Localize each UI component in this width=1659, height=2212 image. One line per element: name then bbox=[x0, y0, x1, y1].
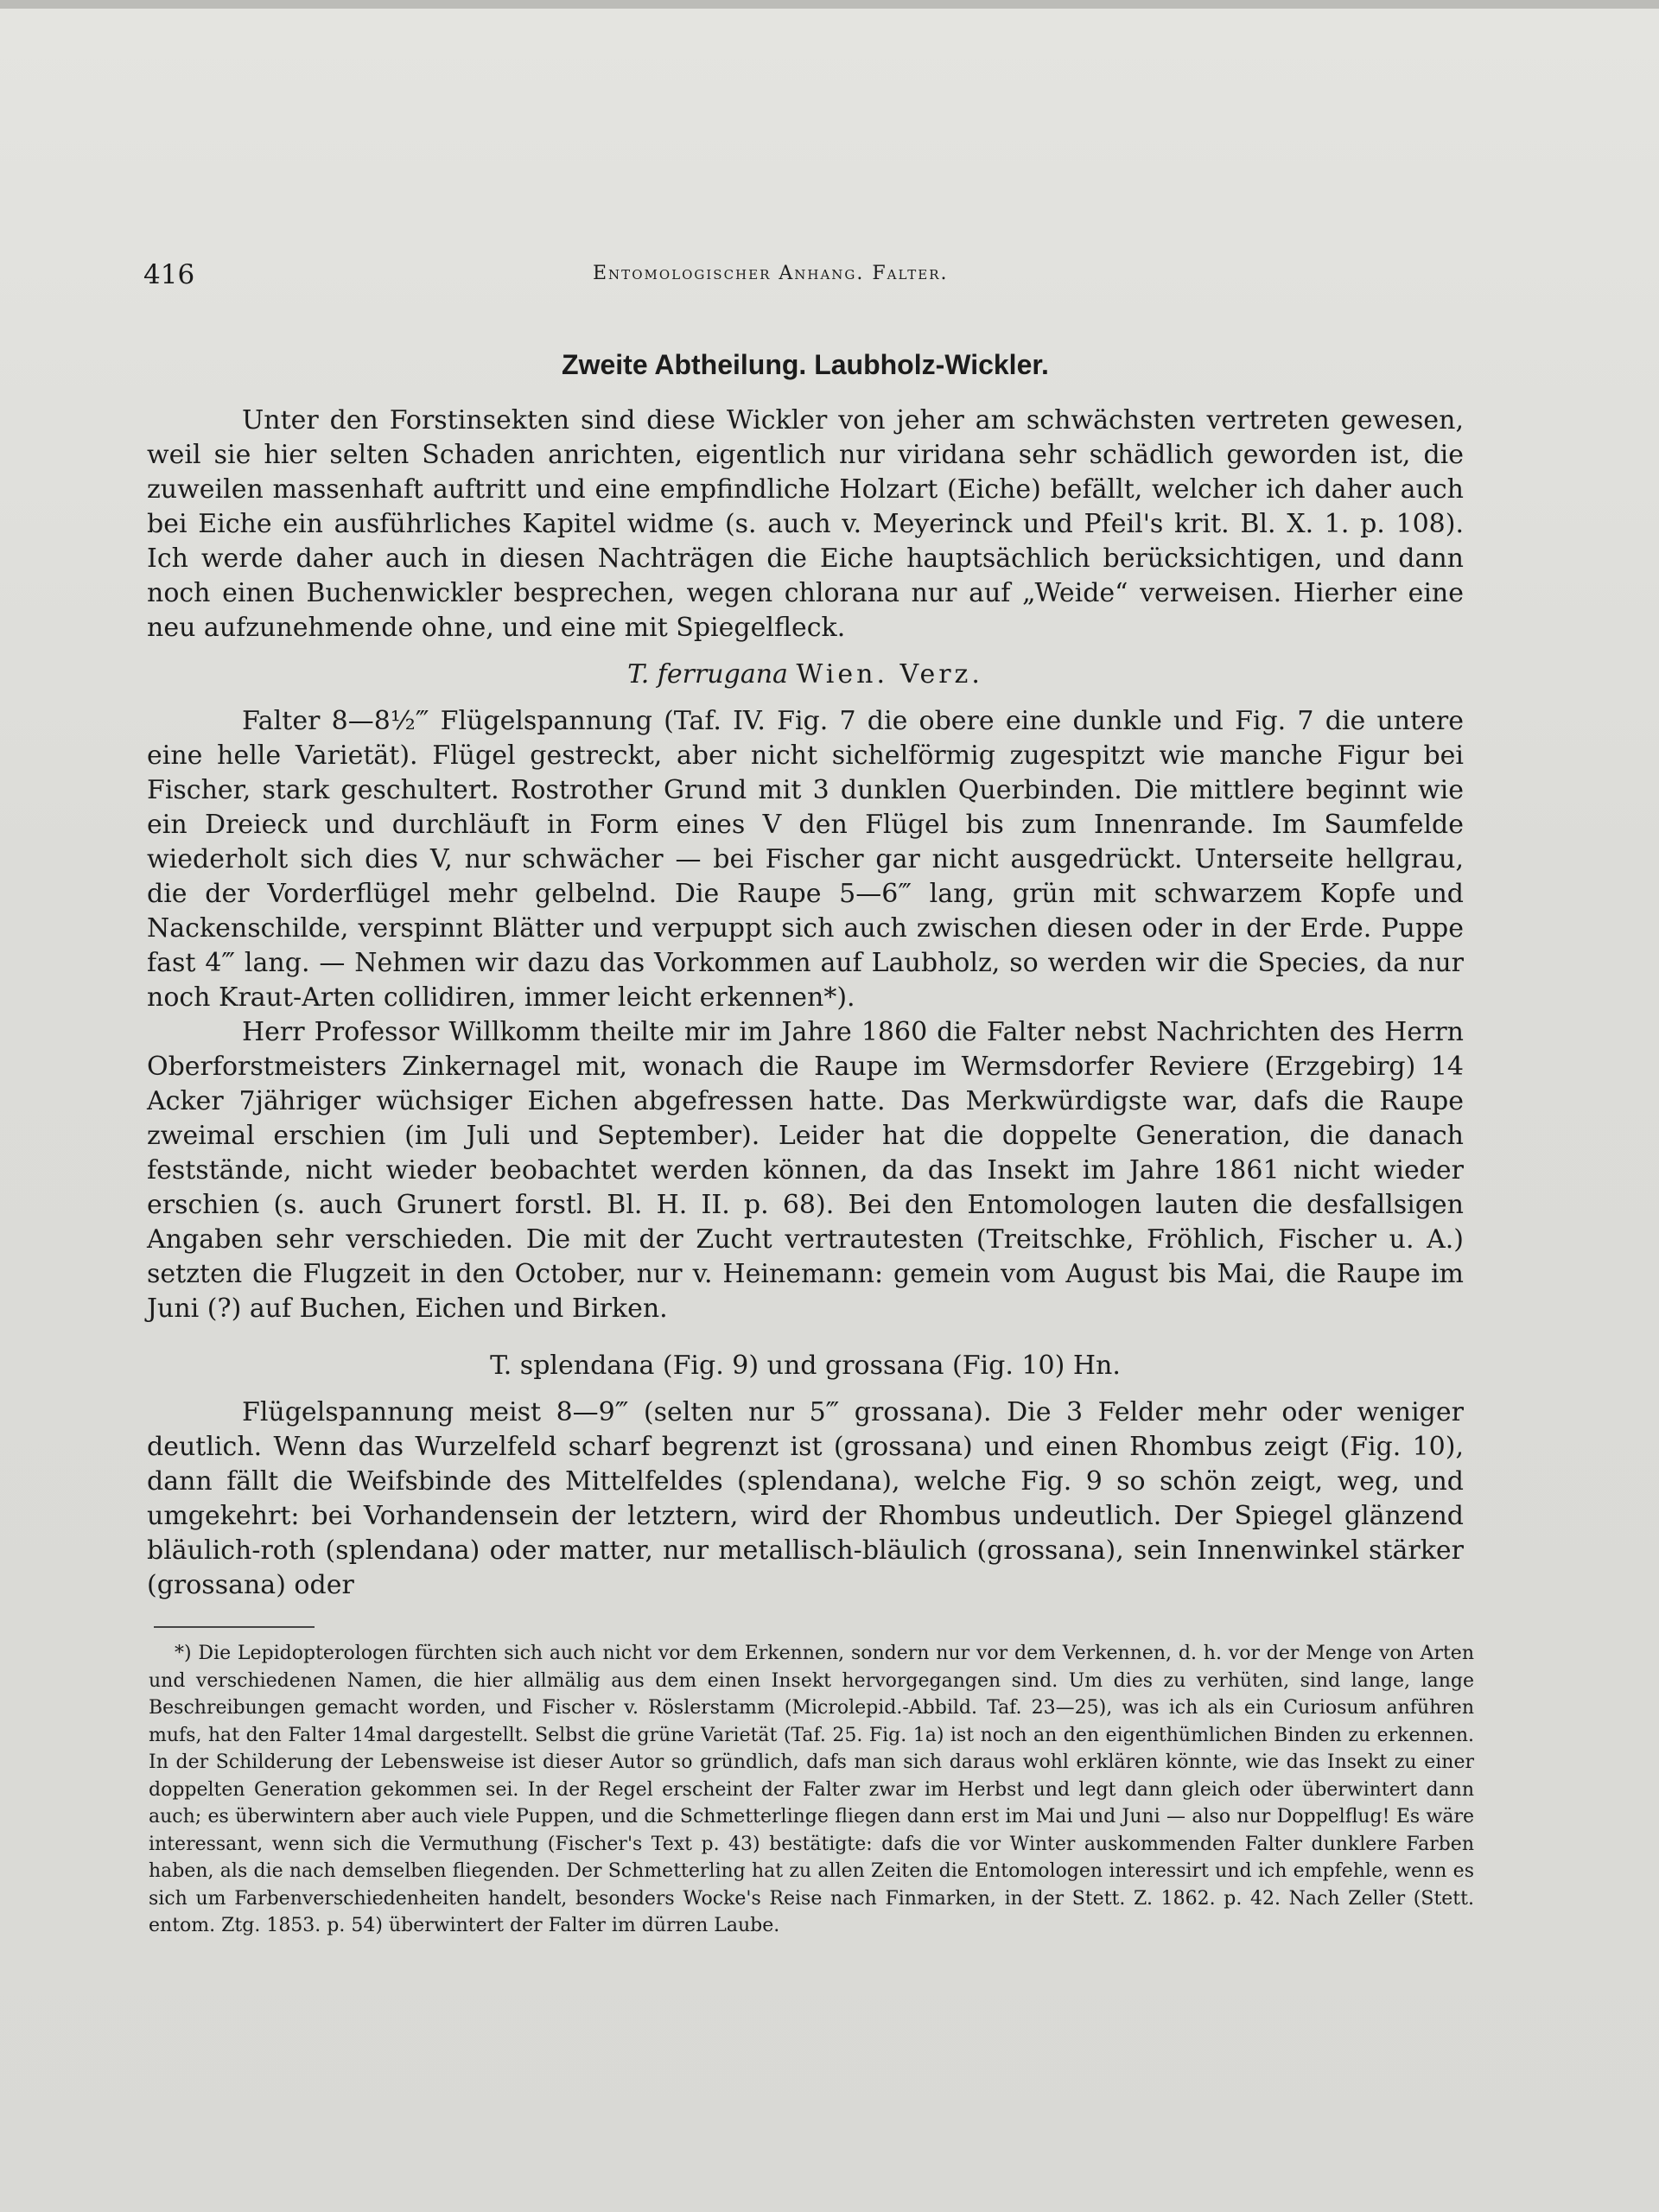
ferrugana-occurrence: Herr Professor Willkomm theilte mir im Jahre 1860 die Falter nebst Nachrichten des Herrn Oberforstmeisters Zinkernagel mit, wonach die Raupe im Wermsdorfer Reviere (Erzgebirg) 14 Acker 7jähriger wüchsiger Eichen abgefressen hatte. Das Merkwürdigste war, dafs die Raupe zweimal erschien (im Juli und September). Leider hat die doppelte Generation, die danach feststände, nicht wieder beobachtet werden können, da das Insekt im Jahre 1861 nicht wieder erschien (s. auch Grunert forstl. Bl. H. II. p. 68). Bei den Entomologen lauten die desfallsigen Angaben sehr verschieden. Die mit der Zucht vertrautesten (Treitschke, Fröhlich, Fischer u. A.) setzten die Flugzeit in den October, nur v. Heinemann: gemein vom August bis Mai, die Raupe im Juni (?) auf Buchen, Eichen und Birken. bbox=[147, 1017, 1464, 1324]
intro-paragraph: Unter den Forstinsekten sind diese Wickler von jeher am schwächsten vertreten gewesen, weil sie hier selten Schaden anrichten, eigentlich nur viridana sehr schädlich geworden ist, die zuweilen massenhaft auftritt und eine empfindliche Holzart (Eiche) befällt, welcher ich daher auch bei Eiche ein ausführliches Kapitel widme (s. auch v. Meyerinck und Pfeil's krit. Bl. X. 1. p. 108). Ich werde daher auch in diesen Nachträgen die Eiche hauptsächlich berücksichtigen, und dann noch einen Buchenwickler besprechen, wegen chlorana nur auf „Weide“ verweisen. Hierher eine neu aufzunehmende ohne, und eine mit Spiegelfleck. bbox=[147, 405, 1464, 643]
main-text bbox=[147, 349, 1464, 1603]
species-name: T. ferrugana bbox=[627, 659, 788, 690]
section-title: Zweite Abtheilung. Laubholz-Wickler. bbox=[562, 349, 1049, 380]
splendana-grossana-description: Flügelspannung meist 8—9‴ (selten nur 5‴ grossana). Die 3 Felder mehr oder weniger deutlich. Wenn das Wurzelfeld scharf begrenzt ist (grossana) und einen Rhombus zeigt (Fig. 10), dann fällt die Weifsbinde des Mittelfeldes (splendana), welche Fig. 9 so schön zeigt, weg, und umgekehrt: bei Vorhandensein der letztern, wird der Rhombus undeutlich. Der Spiegel glänzend bläulich-roth (splendana) oder matter, nur metallisch-bläulich (grossana), sein Innenwinkel stärker (grossana) oder bbox=[147, 1397, 1464, 1600]
species-heading-splendana-grossana: T. splendana (Fig. 9) und grossana (Fig. 10) Hn. bbox=[490, 1351, 1121, 1381]
footnotes bbox=[149, 1640, 1474, 1940]
species-authority: Wien. Verz. bbox=[796, 659, 983, 690]
footnote-rule bbox=[154, 1626, 315, 1628]
running-title: Entomologischer Anhang. Falter. bbox=[593, 263, 949, 284]
species-heading-ferrugana bbox=[147, 658, 1464, 692]
running-head bbox=[143, 259, 1474, 294]
scan-top-edge bbox=[0, 0, 1659, 9]
ferrugana-description: Falter 8—8½‴ Flügelspannung (Taf. IV. Fig. 7 die obere eine dunkle und Fig. 7 die untere eine helle Varietät). Flügel gestreckt, aber nicht sichelförmig zugespitzt wie manche Figur bei Fischer, stark geschultert. Rostrother Grund mit 3 dunklen Querbinden. Die mittlere beginnt wie ein Dreieck und durchläuft in Form eines V den Flügel bis zum Innenrande. Im Saumfelde wiederholt sich dies V, nur schwächer — bei Fischer gar nicht ausgedrückt. Unterseite hellgrau, die der Vorderflügel mehr gelbelnd. Die Raupe 5—6‴ lang, grün mit schwarzem Kopfe und Nackenschilde, verspinnt Blätter und verpuppt sich auch zwischen diesen oder in der Erde. Puppe fast 4‴ lang. — Nehmen wir dazu das Vorkommen auf Laubholz, so werden wir die Species, da nur noch Kraut-Arten collidiren, immer leicht erkennen*). bbox=[147, 706, 1464, 1013]
footnote: *) Die Lepidopterologen fürchten sich auch nicht vor dem Erkennen, sondern nur vor dem Verkennen, d. h. vor der Menge von Arten und verschiedenen Namen, die hier allmälig aus dem einen Insekt hervorgegangen sind. Um dies zu verhüten, sind lange, lange Beschreibungen gemacht worden, und Fischer v. Röslerstamm (Microlepid.-Abbild. Taf. 23—25), was ich als ein Curiosum anführen mufs, hat den Falter 14mal dargestellt. Selbst die grüne Varietät (Taf. 25. Fig. 1a) ist noch an den eigenthümlichen Binden zu erkennen. In der Schilderung der Lebensweise ist dieser Autor so gründlich, dafs man sich daraus wohl erklären könnte, wie das Insekt zu einer doppelten Generation gekommen sei. In der Regel erscheint der Falter zwar im Herbst und legt dann gleich oder überwintert dann auch; es überwintern aber auch viele Puppen, und die Schmetterlinge fliegen dann erst im Mai und Juni — also nur Doppelflug! Es wäre interessant, wenn sich die Vermuthung (Fischer's Text p. 43) bestätigte: dafs die vor Winter auskommenden Falter dunklere Farben haben, als die nach demselben fliegenden. Der Schmetterling hat zu allen Zeiten die Entomologen interessirt und ich empfehle, wenn es sich um Farbenverschiedenheiten handelt, besonders Wocke's Reise nach Finmarken, in der Stett. Z. 1862. p. 42. Nach Zeller (Stett. entom. Ztg. 1853. p. 54) überwintert der Falter im dürren Laube. bbox=[149, 1643, 1474, 1936]
page-number: 416 bbox=[143, 259, 195, 290]
